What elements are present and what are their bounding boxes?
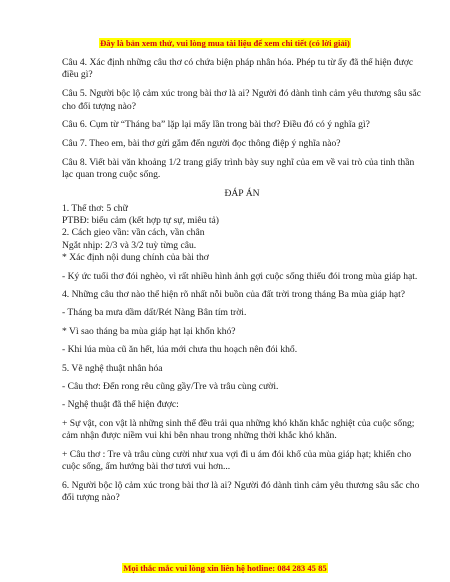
- question-7: Câu 7. Theo em, bài thơ gửi gắm đến người đọc thông điệp ý nghĩa nào?: [62, 138, 341, 150]
- answer-2-rhythm: Ngắt nhịp: 2/3 và 3/2 tuỳ từng câu.: [62, 239, 197, 251]
- answer-4-line-2: * Vì sao tháng ba mùa giáp hạt lại khốn khó?: [62, 325, 236, 337]
- answer-2-title: 2. Cách gieo vần: vần cách, vần chân: [62, 227, 205, 239]
- question-5: Câu 5. Người bộc lộ cảm xúc trong bài thơ là ai? Người đó dành tình cảm yêu thương sâu sắc cho đối tượng nào?: [62, 88, 422, 112]
- answer-heading: ĐÁP ÁN: [224, 188, 260, 200]
- answer-4-title: 4. Những câu thơ nào thể hiện rõ nhất nỗi buồn của đất trời trong tháng Ba mùa giáp hạt?: [62, 289, 406, 301]
- answer-4-line-1: - Tháng ba mưa dầm dất/Rét Nàng Bân tím trời.: [62, 307, 247, 319]
- answer-5-line-3: + Sự vật, con vật là những sinh thể đều trải qua những khó khăn khắc nghiệt của cuộc sống; cảm nhận được niềm vui khi bên nhau trong những thời khắc khó khăn.: [62, 417, 415, 442]
- answer-2-bullet: - Ký ức tuổi thơ đói nghèo, vì rất nhiều hình ảnh gợi cuộc sống thiếu đói trong mùa giáp hạt.: [62, 270, 418, 282]
- answer-5-line-1: - Câu thơ: Đến rong rêu cũng gầy/Tre và trâu cùng cười.: [62, 381, 279, 393]
- answer-1-ptbd: PTBĐ: biểu cảm (kết hợp tự sự, miêu tả): [62, 215, 219, 227]
- answer-2-main-content: * Xác định nội dung chính của bài thơ: [62, 252, 209, 264]
- preview-notice-text: Đây là bản xem thử, vui lòng mua tài liệu để xem chi tiết (có lời giải): [100, 38, 350, 48]
- question-8: Câu 8. Viết bài văn khoảng 1/2 trang giấy trình bày suy nghĩ của em về vai trò của tinh thần lạc quan trong cuộc sống.: [62, 157, 415, 181]
- answer-1-title: 1. Thể thơ: 5 chữ: [62, 202, 128, 214]
- answer-5-title: 5. Vẽ nghệ thuật nhân hóa: [62, 362, 163, 374]
- hotline-text: Mọi thắc mắc vui lòng xin liên hệ hotline: 084 283 45 85: [123, 563, 327, 573]
- question-4: Câu 4. Xác định những câu thơ có chứa biện pháp nhân hóa. Phép tu từ ấy đã thể hiện được điều gì?: [62, 57, 414, 81]
- document-body: [62, 57, 422, 504]
- question-6: Câu 6. Cụm từ “Tháng ba” lặp lại mấy lần trong bài thơ? Điều đó có ý nghĩa gì?: [62, 119, 370, 131]
- answer-4-line-3: - Khi lúa mùa cũ ăn hết, lúa mới chưa thu hoạch nên đói khổ.: [62, 344, 298, 356]
- preview-notice-banner: [0, 38, 450, 48]
- answer-6-title: 6. Người bộc lộ cảm xúc trong bài thơ là ai? Người đó dành tình cảm yêu thương sâu sắc cho đối tượng nào?: [62, 479, 420, 503]
- hotline-banner: [0, 563, 450, 573]
- answer-5-line-2: - Nghệ thuật đã thể hiện được:: [62, 399, 179, 411]
- answer-5-line-4: + Câu thơ : Tre và trâu cùng cười như xua vợi đi u ám đói khổ của mùa giáp hạt; khiến cho cuộc sống, ấm hướng bài thơ tươi vui hơn...: [62, 448, 412, 473]
